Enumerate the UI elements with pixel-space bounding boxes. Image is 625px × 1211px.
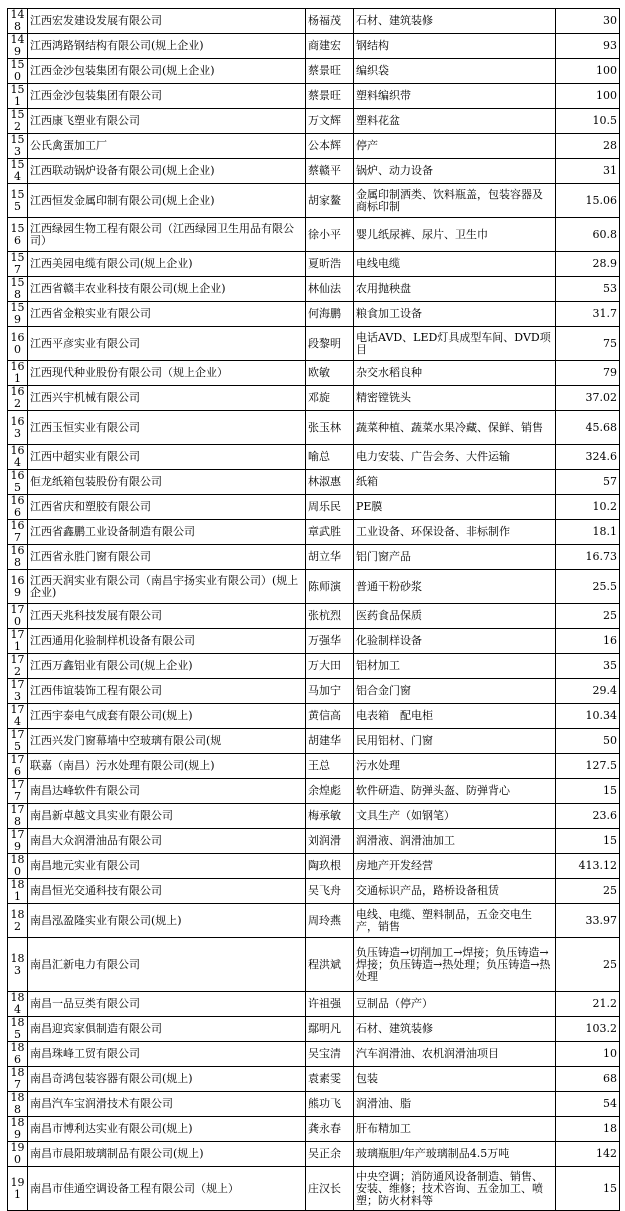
table-body xyxy=(8,9,620,1211)
row-number: 186 xyxy=(8,1042,28,1067)
table-row xyxy=(8,1142,620,1167)
business-scope: 普通干粉砂浆 xyxy=(354,570,556,604)
contact-person: 万强华 xyxy=(306,629,354,654)
table-row xyxy=(8,829,620,854)
contact-person: 胡建华 xyxy=(306,729,354,754)
company-name: 南昌达峰软件有限公司 xyxy=(28,779,306,804)
business-scope: 杂交水稻良种 xyxy=(354,361,556,386)
contact-person: 鄢明凡 xyxy=(306,1017,354,1042)
company-name: 江西平彦实业有限公司 xyxy=(28,327,306,361)
amount: 100 xyxy=(556,59,620,84)
contact-person: 胡立华 xyxy=(306,545,354,570)
business-scope: 石材、建筑装修 xyxy=(354,1017,556,1042)
company-name: 江西兴宇机械有限公司 xyxy=(28,386,306,411)
row-number: 179 xyxy=(8,829,28,854)
contact-person: 张玉林 xyxy=(306,411,354,445)
company-name: 江西天兆科技发展有限公司 xyxy=(28,604,306,629)
table-row xyxy=(8,277,620,302)
amount: 413.12 xyxy=(556,854,620,879)
table-row xyxy=(8,570,620,604)
company-name: 江西康飞塑业有限公司 xyxy=(28,109,306,134)
contact-person: 马加宁 xyxy=(306,679,354,704)
contact-person: 陶玖根 xyxy=(306,854,354,879)
contact-person: 周乐民 xyxy=(306,495,354,520)
business-scope: 包装 xyxy=(354,1067,556,1092)
contact-person: 龚永春 xyxy=(306,1117,354,1142)
business-scope: 汽车润滑油、农机润滑油项目 xyxy=(354,1042,556,1067)
table-row xyxy=(8,184,620,218)
amount: 10.5 xyxy=(556,109,620,134)
business-scope: 工业设备、环保设备、非标制作 xyxy=(354,520,556,545)
company-name: 南昌市晨阳玻璃制品有限公司(规上) xyxy=(28,1142,306,1167)
row-number: 170 xyxy=(8,604,28,629)
company-name: 南昌地元实业有限公司 xyxy=(28,854,306,879)
amount: 21.2 xyxy=(556,992,620,1017)
contact-person: 庄汉长 xyxy=(306,1167,354,1211)
amount: 31 xyxy=(556,159,620,184)
row-number: 155 xyxy=(8,184,28,218)
table-row xyxy=(8,445,620,470)
amount: 50 xyxy=(556,729,620,754)
table-row xyxy=(8,654,620,679)
table-row xyxy=(8,992,620,1017)
table-row xyxy=(8,327,620,361)
company-name: 南昌新卓越文具实业有限公司 xyxy=(28,804,306,829)
table-row xyxy=(8,302,620,327)
table-row xyxy=(8,854,620,879)
amount: 54 xyxy=(556,1092,620,1117)
business-scope: 污水处理 xyxy=(354,754,556,779)
contact-person: 林仙法 xyxy=(306,277,354,302)
business-scope: 电力安装、广告会务、大件运输 xyxy=(354,445,556,470)
amount: 100 xyxy=(556,84,620,109)
table-row xyxy=(8,679,620,704)
business-scope: 铝材加工 xyxy=(354,654,556,679)
row-number: 173 xyxy=(8,679,28,704)
amount: 15 xyxy=(556,829,620,854)
row-number: 183 xyxy=(8,938,28,992)
business-scope: 玻璃瓶胆/年产玻璃制品4.5万吨 xyxy=(354,1142,556,1167)
row-number: 171 xyxy=(8,629,28,654)
business-scope: 房地产开发经营 xyxy=(354,854,556,879)
row-number: 152 xyxy=(8,109,28,134)
company-name: 江西美园电缆有限公司(规上企业) xyxy=(28,252,306,277)
row-number: 184 xyxy=(8,992,28,1017)
company-name: 江西联动锅炉设备有限公司(规上企业) xyxy=(28,159,306,184)
table-row xyxy=(8,604,620,629)
amount: 93 xyxy=(556,34,620,59)
business-scope: 化验制样设备 xyxy=(354,629,556,654)
table-row xyxy=(8,159,620,184)
contact-person: 章武胜 xyxy=(306,520,354,545)
company-name: 江西鸿路钢结构有限公司(规上企业) xyxy=(28,34,306,59)
row-number: 189 xyxy=(8,1117,28,1142)
amount: 10.34 xyxy=(556,704,620,729)
row-number: 160 xyxy=(8,327,28,361)
business-scope: 交通标识产品，路桥设备租赁 xyxy=(354,879,556,904)
row-number: 157 xyxy=(8,252,28,277)
amount: 68 xyxy=(556,1067,620,1092)
contact-person: 许祖强 xyxy=(306,992,354,1017)
amount: 37.02 xyxy=(556,386,620,411)
company-name: 江西中超实业有限公司 xyxy=(28,445,306,470)
company-name: 南昌迎宾家俱制造有限公司 xyxy=(28,1017,306,1042)
amount: 28 xyxy=(556,134,620,159)
amount: 18 xyxy=(556,1117,620,1142)
contact-person: 欧敏 xyxy=(306,361,354,386)
company-name: 江西宏发建设发展有限公司 xyxy=(28,9,306,34)
company-name: 南昌珠峰工贸有限公司 xyxy=(28,1042,306,1067)
company-name: 江西兴发门窗幕墙中空玻璃有限公司(规 xyxy=(28,729,306,754)
row-number: 178 xyxy=(8,804,28,829)
table-row xyxy=(8,134,620,159)
amount: 15 xyxy=(556,1167,620,1211)
table-row xyxy=(8,904,620,938)
amount: 18.1 xyxy=(556,520,620,545)
company-name: 南昌汇新电力有限公司 xyxy=(28,938,306,992)
business-scope: 民用铝材、门窗 xyxy=(354,729,556,754)
business-scope: 农用抛秧盘 xyxy=(354,277,556,302)
row-number: 185 xyxy=(8,1017,28,1042)
amount: 127.5 xyxy=(556,754,620,779)
contact-person: 胡家鳌 xyxy=(306,184,354,218)
table-row xyxy=(8,938,620,992)
company-name: 南昌泓盈隆实业有限公司(规上) xyxy=(28,904,306,938)
company-name: 江西金沙包装集团有限公司 xyxy=(28,84,306,109)
row-number: 187 xyxy=(8,1067,28,1092)
business-scope: 石材、建筑装修 xyxy=(354,9,556,34)
contact-person: 王总 xyxy=(306,754,354,779)
business-scope: 电话AVD、LED灯具成型车间、DVD项目 xyxy=(354,327,556,361)
amount: 33.97 xyxy=(556,904,620,938)
amount: 29.4 xyxy=(556,679,620,704)
row-number: 165 xyxy=(8,470,28,495)
row-number: 162 xyxy=(8,386,28,411)
amount: 103.2 xyxy=(556,1017,620,1042)
company-name: 联嘉（南昌）污水处理有限公司(规上) xyxy=(28,754,306,779)
company-name: 佢龙纸箱包装股份有限公司 xyxy=(28,470,306,495)
company-name: 江西现代种业股份有限公司（规上企业） xyxy=(28,361,306,386)
contact-person: 梅承敏 xyxy=(306,804,354,829)
business-scope: 润滑液、润滑油加工 xyxy=(354,829,556,854)
row-number: 151 xyxy=(8,84,28,109)
row-number: 172 xyxy=(8,654,28,679)
row-number: 174 xyxy=(8,704,28,729)
company-name: 江西金沙包装集团有限公司(规上企业) xyxy=(28,59,306,84)
contact-person: 周玲燕 xyxy=(306,904,354,938)
contact-person: 刘润滑 xyxy=(306,829,354,854)
amount: 10 xyxy=(556,1042,620,1067)
row-number: 167 xyxy=(8,520,28,545)
contact-person: 喻总 xyxy=(306,445,354,470)
business-scope: 肝布精加工 xyxy=(354,1117,556,1142)
table-row xyxy=(8,495,620,520)
table-row xyxy=(8,879,620,904)
row-number: 180 xyxy=(8,854,28,879)
enterprise-table xyxy=(7,8,620,1211)
table-row xyxy=(8,1167,620,1211)
row-number: 148 xyxy=(8,9,28,34)
company-name: 江西省赣丰农业科技有限公司(规上企业) xyxy=(28,277,306,302)
company-name: 江西万鑫铝业有限公司(规上企业) xyxy=(28,654,306,679)
business-scope: 润滑油、脂 xyxy=(354,1092,556,1117)
table-row xyxy=(8,1092,620,1117)
amount: 15.06 xyxy=(556,184,620,218)
company-name: 南昌汽车宝润滑技术有限公司 xyxy=(28,1092,306,1117)
business-scope: 金属印制洒类、饮料瓶盖，包装容器及商标印制 xyxy=(354,184,556,218)
contact-person: 余煌彪 xyxy=(306,779,354,804)
table-row xyxy=(8,386,620,411)
business-scope: 锅炉、动力设备 xyxy=(354,159,556,184)
contact-person: 蔡赣平 xyxy=(306,159,354,184)
contact-person: 何海鹏 xyxy=(306,302,354,327)
amount: 16 xyxy=(556,629,620,654)
table-row xyxy=(8,729,620,754)
business-scope: 蔬菜种植、蔬菜水果冷藏、保鲜、销售 xyxy=(354,411,556,445)
contact-person: 陈师演 xyxy=(306,570,354,604)
amount: 25 xyxy=(556,879,620,904)
contact-person: 商建宏 xyxy=(306,34,354,59)
table-row xyxy=(8,754,620,779)
company-name: 南昌奇鸿包装容器有限公司(规上) xyxy=(28,1067,306,1092)
amount: 53 xyxy=(556,277,620,302)
business-scope: 钢结构 xyxy=(354,34,556,59)
table-row xyxy=(8,59,620,84)
table-row xyxy=(8,109,620,134)
table-row xyxy=(8,1067,620,1092)
row-number: 149 xyxy=(8,34,28,59)
amount: 10.2 xyxy=(556,495,620,520)
row-number: 154 xyxy=(8,159,28,184)
table-row xyxy=(8,804,620,829)
table-row xyxy=(8,1117,620,1142)
amount: 142 xyxy=(556,1142,620,1167)
business-scope: 负压铸造→切削加工→焊接；负压铸造→焊接；负压铸造→热处理；负压铸造→热处理 xyxy=(354,938,556,992)
row-number: 177 xyxy=(8,779,28,804)
contact-person: 邓旋 xyxy=(306,386,354,411)
contact-person: 杨福茂 xyxy=(306,9,354,34)
business-scope: PE膜 xyxy=(354,495,556,520)
table-row xyxy=(8,520,620,545)
contact-person: 万文辉 xyxy=(306,109,354,134)
company-name: 南昌一品豆类有限公司 xyxy=(28,992,306,1017)
business-scope: 铝合金门窗 xyxy=(354,679,556,704)
row-number: 159 xyxy=(8,302,28,327)
company-name: 江西通用化验制样机设备有限公司 xyxy=(28,629,306,654)
contact-person: 徐小平 xyxy=(306,218,354,252)
table-row xyxy=(8,704,620,729)
contact-person: 袁素雯 xyxy=(306,1067,354,1092)
row-number: 158 xyxy=(8,277,28,302)
company-name: 江西天润实业有限公司（南昌宇扬实业有限公司）(规上企业) xyxy=(28,570,306,604)
amount: 30 xyxy=(556,9,620,34)
amount: 35 xyxy=(556,654,620,679)
table-row xyxy=(8,629,620,654)
row-number: 166 xyxy=(8,495,28,520)
row-number: 169 xyxy=(8,570,28,604)
amount: 31.7 xyxy=(556,302,620,327)
company-name: 南昌大众润滑油品有限公司 xyxy=(28,829,306,854)
contact-person: 吴正余 xyxy=(306,1142,354,1167)
company-name: 南昌恒光交通科技有限公司 xyxy=(28,879,306,904)
company-name: 江西玉恒实业有限公司 xyxy=(28,411,306,445)
contact-person: 夏昕浩 xyxy=(306,252,354,277)
table-row xyxy=(8,84,620,109)
business-scope: 软件研造、防弹头盔、防弹背心 xyxy=(354,779,556,804)
row-number: 153 xyxy=(8,134,28,159)
business-scope: 电线电缆 xyxy=(354,252,556,277)
business-scope: 医药食品保质 xyxy=(354,604,556,629)
row-number: 176 xyxy=(8,754,28,779)
row-number: 156 xyxy=(8,218,28,252)
company-name: 江西省庆和塑胶有限公司 xyxy=(28,495,306,520)
contact-person: 程洪斌 xyxy=(306,938,354,992)
business-scope: 粮食加工设备 xyxy=(354,302,556,327)
contact-person: 张杭烈 xyxy=(306,604,354,629)
company-name: 南昌市博利达实业有限公司(规上) xyxy=(28,1117,306,1142)
business-scope: 豆制品（停产） xyxy=(354,992,556,1017)
contact-person: 万大田 xyxy=(306,654,354,679)
row-number: 161 xyxy=(8,361,28,386)
row-number: 181 xyxy=(8,879,28,904)
row-number: 150 xyxy=(8,59,28,84)
table-row xyxy=(8,411,620,445)
contact-person: 蔡景旺 xyxy=(306,59,354,84)
company-name: 江西宇泰电气成套有限公司(规上) xyxy=(28,704,306,729)
contact-person: 段黎明 xyxy=(306,327,354,361)
amount: 57 xyxy=(556,470,620,495)
company-name: 南昌市佳通空调设备工程有限公司（规上） xyxy=(28,1167,306,1211)
business-scope: 铝门窗产品 xyxy=(354,545,556,570)
business-scope: 婴儿纸尿裤、尿片、卫生巾 xyxy=(354,218,556,252)
contact-person: 蔡景旺 xyxy=(306,84,354,109)
table-row xyxy=(8,1042,620,1067)
company-name: 江西省鑫鹏工业设备制造有限公司 xyxy=(28,520,306,545)
row-number: 164 xyxy=(8,445,28,470)
amount: 15 xyxy=(556,779,620,804)
company-name: 江西绿园生物工程有限公司（江西绿园卫生用品有限公司） xyxy=(28,218,306,252)
amount: 16.73 xyxy=(556,545,620,570)
company-name: 江西伟谊装饰工程有限公司 xyxy=(28,679,306,704)
table-row xyxy=(8,779,620,804)
company-name: 江西省金粮实业有限公司 xyxy=(28,302,306,327)
row-number: 182 xyxy=(8,904,28,938)
business-scope: 塑料编织带 xyxy=(354,84,556,109)
row-number: 175 xyxy=(8,729,28,754)
contact-person: 熊功飞 xyxy=(306,1092,354,1117)
table-row xyxy=(8,361,620,386)
amount: 75 xyxy=(556,327,620,361)
amount: 25 xyxy=(556,604,620,629)
contact-person: 林淑惠 xyxy=(306,470,354,495)
business-scope: 精密镗铣头 xyxy=(354,386,556,411)
row-number: 190 xyxy=(8,1142,28,1167)
row-number: 168 xyxy=(8,545,28,570)
business-scope: 停产 xyxy=(354,134,556,159)
contact-person: 吴飞舟 xyxy=(306,879,354,904)
amount: 45.68 xyxy=(556,411,620,445)
contact-person: 黄信高 xyxy=(306,704,354,729)
table-row xyxy=(8,252,620,277)
business-scope: 电表箱 配电柜 xyxy=(354,704,556,729)
contact-person: 公本辉 xyxy=(306,134,354,159)
table-row xyxy=(8,470,620,495)
company-name: 公氏禽蛋加工厂 xyxy=(28,134,306,159)
amount: 60.8 xyxy=(556,218,620,252)
amount: 79 xyxy=(556,361,620,386)
contact-person: 吴宝清 xyxy=(306,1042,354,1067)
row-number: 188 xyxy=(8,1092,28,1117)
amount: 324.6 xyxy=(556,445,620,470)
business-scope: 纸箱 xyxy=(354,470,556,495)
row-number: 191 xyxy=(8,1167,28,1211)
business-scope: 文具生产（如钢笔） xyxy=(354,804,556,829)
business-scope: 电线、电缆、塑料制品，五金交电生产，销售 xyxy=(354,904,556,938)
company-name: 江西恒发金属印制有限公司(规上企业) xyxy=(28,184,306,218)
table-row xyxy=(8,9,620,34)
table-row xyxy=(8,218,620,252)
amount: 25.5 xyxy=(556,570,620,604)
amount: 28.9 xyxy=(556,252,620,277)
table-row xyxy=(8,34,620,59)
business-scope: 编织袋 xyxy=(354,59,556,84)
business-scope: 中央空调；消防通风设备制造、销售、安装、维修；技术咨询、五金加工、喷塑；防火材料等 xyxy=(354,1167,556,1211)
company-name: 江西省永胜门窗有限公司 xyxy=(28,545,306,570)
row-number: 163 xyxy=(8,411,28,445)
table-row xyxy=(8,1017,620,1042)
table-row xyxy=(8,545,620,570)
amount: 23.6 xyxy=(556,804,620,829)
amount: 25 xyxy=(556,938,620,992)
business-scope: 塑料花盆 xyxy=(354,109,556,134)
